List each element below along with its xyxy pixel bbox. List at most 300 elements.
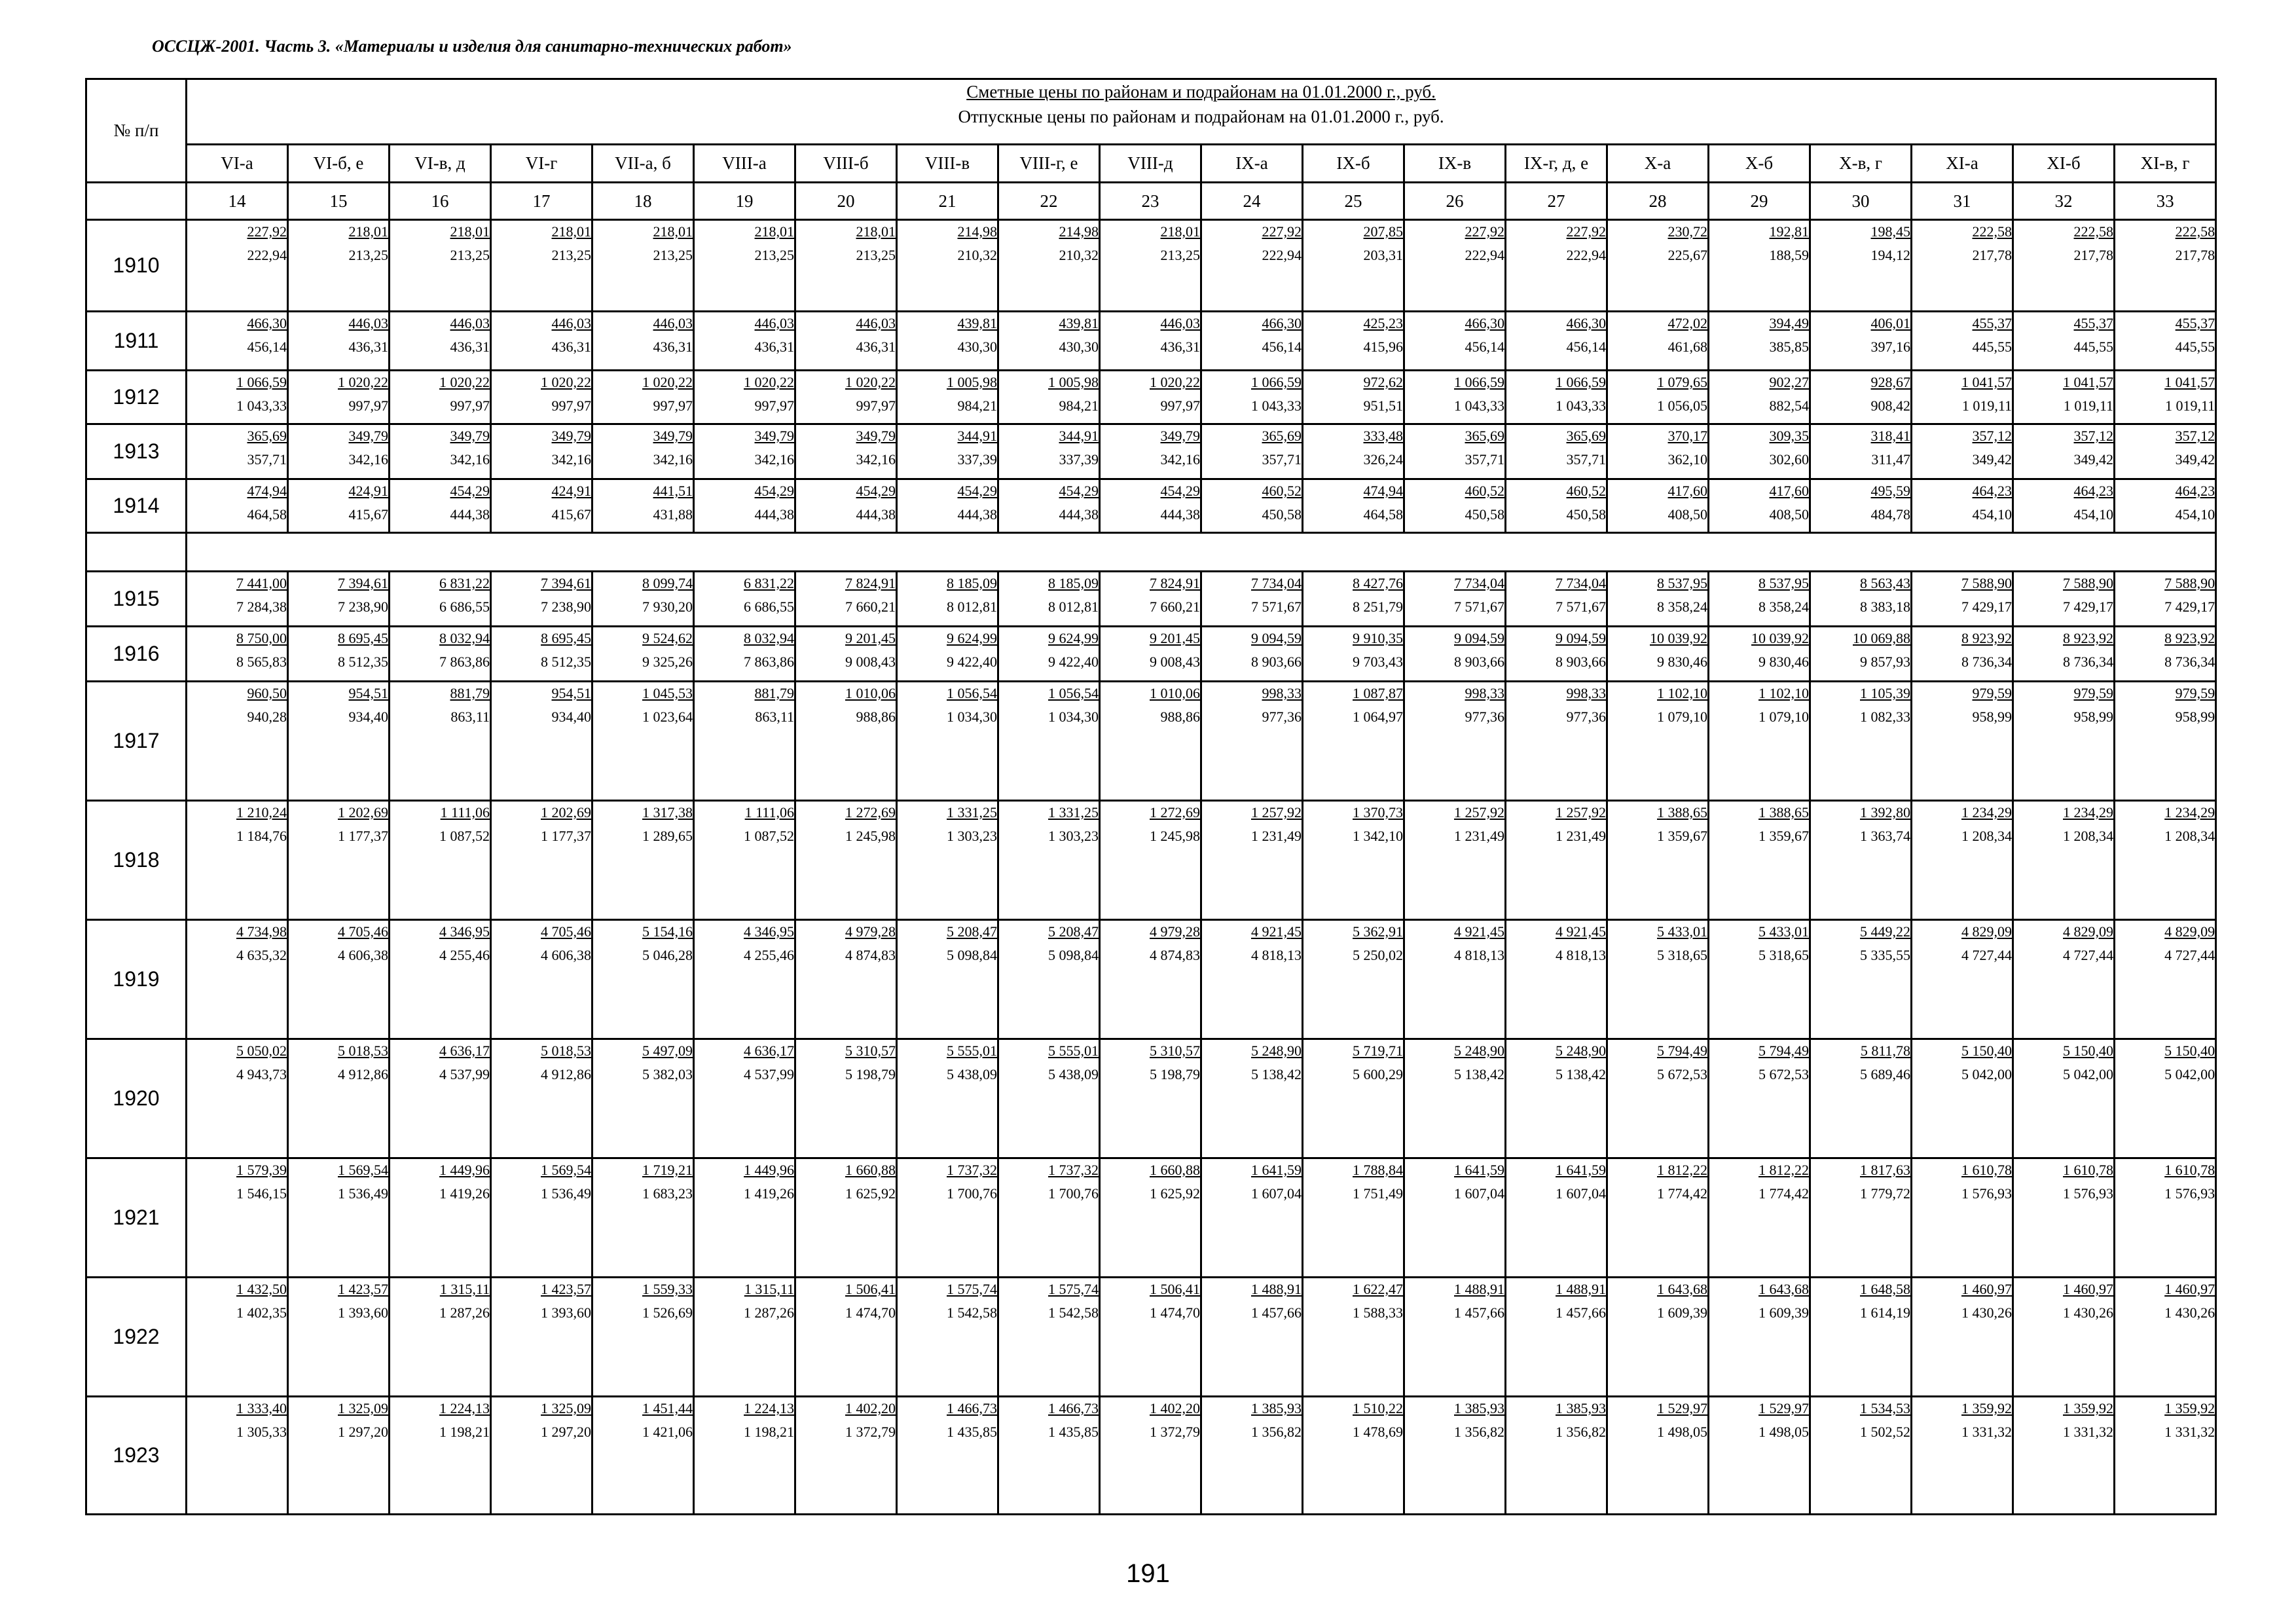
- release-price: 1 079,10: [1758, 709, 1809, 725]
- price-cell: [288, 312, 390, 371]
- price-cell: [1404, 572, 1506, 627]
- price-cell: [491, 627, 592, 682]
- price-cell: [1912, 312, 2013, 371]
- price-cell: [2115, 572, 2216, 627]
- release-price: 1 082,33: [1860, 709, 1910, 725]
- price-cell: [2013, 627, 2115, 682]
- estimate-price: 1 648,58: [1860, 1281, 1910, 1297]
- release-price: 8 736,34: [2063, 654, 2113, 670]
- release-price: 397,16: [1870, 339, 1910, 355]
- release-price: 1 609,39: [1758, 1304, 1809, 1321]
- price-cell: [592, 424, 694, 479]
- price-cell: [1709, 1039, 1810, 1158]
- estimate-price: 454,29: [1160, 483, 1200, 499]
- price-cell: [897, 371, 998, 424]
- price-cell: [288, 682, 390, 801]
- price-cell: [795, 920, 897, 1039]
- price-cell: [288, 220, 390, 312]
- price-cell: [897, 479, 998, 533]
- estimate-price: 1 111,06: [440, 804, 490, 821]
- district-header: VIII-в: [897, 145, 998, 183]
- row-id: 1911: [86, 312, 187, 371]
- price-cell: [1100, 682, 1201, 801]
- district-header: VIII-г, е: [998, 145, 1100, 183]
- price-cell: [2013, 1278, 2115, 1397]
- price-cell: [1810, 1397, 1912, 1515]
- release-price: 1 297,20: [338, 1424, 388, 1440]
- estimate-price: 954,51: [348, 685, 388, 701]
- estimate-price: 1 575,74: [1048, 1281, 1099, 1297]
- estimate-price: 979,59: [2175, 685, 2215, 701]
- release-price: 456,14: [1566, 339, 1606, 355]
- release-price: 7 571,67: [1454, 599, 1504, 615]
- estimate-price: 4 829,09: [2164, 923, 2215, 940]
- price-cell: [1404, 371, 1506, 424]
- table-row: [86, 682, 2216, 801]
- price-cell: [390, 1158, 491, 1278]
- estimate-price: 424,91: [551, 483, 591, 499]
- estimate-price: 466,30: [247, 315, 287, 331]
- release-price: 1 023,64: [642, 709, 693, 725]
- release-price: 385,85: [1769, 339, 1809, 355]
- estimate-price: 1 449,96: [744, 1162, 794, 1178]
- estimate-price: 333,48: [1363, 428, 1403, 444]
- price-cell: [1607, 479, 1709, 533]
- estimate-price: 1 719,21: [642, 1162, 693, 1178]
- price-cell: [491, 1278, 592, 1397]
- release-price: 1 614,19: [1860, 1304, 1910, 1321]
- price-cell: [2013, 1397, 2115, 1515]
- estimate-price: 7 588,90: [1961, 575, 2012, 591]
- release-price: 5 318,65: [1657, 947, 1707, 963]
- estimate-price: 5 154,16: [642, 923, 693, 940]
- release-price: 436,31: [551, 339, 591, 355]
- price-cell: [1404, 1278, 1506, 1397]
- estimate-price: 960,50: [247, 685, 287, 701]
- release-price: 445,55: [2175, 339, 2215, 355]
- release-price: 9 857,93: [1860, 654, 1910, 670]
- estimate-price: 439,81: [1059, 315, 1099, 331]
- price-cell: [1506, 1158, 1607, 1278]
- estimate-price: 5 555,01: [947, 1043, 997, 1059]
- estimate-price: 1 005,98: [947, 374, 997, 390]
- estimate-price: 4 979,28: [845, 923, 896, 940]
- release-price: 1 043,33: [1251, 397, 1302, 414]
- price-cell: [187, 424, 288, 479]
- price-cell: [2013, 424, 2115, 479]
- price-cell: [694, 1039, 795, 1158]
- estimate-price: 972,62: [1363, 374, 1403, 390]
- table-row: [86, 312, 2216, 371]
- release-price: 1 245,98: [845, 828, 896, 844]
- release-price: 1 064,97: [1353, 709, 1403, 725]
- estimate-price: 998,33: [1262, 685, 1302, 701]
- release-price: 6 686,55: [744, 599, 794, 615]
- estimate-price: 460,52: [1465, 483, 1504, 499]
- price-cell: [795, 371, 897, 424]
- district-header: IX-в: [1404, 145, 1506, 183]
- estimate-price: 1 660,88: [845, 1162, 896, 1178]
- column-number: 28: [1607, 183, 1709, 220]
- estimate-price: 1 610,78: [2164, 1162, 2215, 1178]
- estimate-price: 455,37: [1972, 315, 2012, 331]
- price-cell: [1404, 424, 1506, 479]
- price-cell: [1810, 572, 1912, 627]
- table-row: [86, 1039, 2216, 1158]
- estimate-price: 7 734,04: [1251, 575, 1302, 591]
- estimate-price: 1 257,92: [1454, 804, 1504, 821]
- release-price: 8 903,66: [1251, 654, 1302, 670]
- estimate-price: 7 394,61: [338, 575, 388, 591]
- estimate-price: 1 579,39: [236, 1162, 287, 1178]
- price-cell: [187, 1039, 288, 1158]
- release-price: 1 359,67: [1758, 828, 1809, 844]
- price-cell: [2115, 1158, 2216, 1278]
- estimate-price: 1 005,98: [1048, 374, 1099, 390]
- price-cell: [187, 312, 288, 371]
- price-cell: [1201, 220, 1303, 312]
- release-price: 9 830,46: [1657, 654, 1707, 670]
- estimate-price: 218,01: [450, 223, 490, 240]
- price-cell: [1404, 479, 1506, 533]
- price-cell: [1201, 1039, 1303, 1158]
- price-cell: [2013, 801, 2115, 920]
- estimate-price: 5 248,90: [1251, 1043, 1302, 1059]
- price-cell: [1607, 1039, 1709, 1158]
- release-price: 4 818,13: [1251, 947, 1302, 963]
- estimate-price: 5 208,47: [1048, 923, 1099, 940]
- estimate-price: 1 315,11: [439, 1281, 490, 1297]
- estimate-price: 1 325,09: [541, 1400, 591, 1416]
- release-price: 6 686,55: [439, 599, 490, 615]
- price-cell: [897, 1278, 998, 1397]
- price-cell: [1607, 1397, 1709, 1515]
- price-cell: [998, 479, 1100, 533]
- estimate-price: 1 210,24: [236, 804, 287, 821]
- price-cell: [1201, 1158, 1303, 1278]
- release-price: 908,42: [1870, 397, 1910, 414]
- release-price: 1 019,11: [2063, 397, 2113, 414]
- price-cell: [288, 1278, 390, 1397]
- estimate-price: 198,45: [1870, 223, 1910, 240]
- price-cell: [1100, 424, 1201, 479]
- release-price: 213,25: [450, 247, 490, 263]
- release-price: 1 457,66: [1454, 1304, 1504, 1321]
- release-price: 4 727,44: [2164, 947, 2215, 963]
- price-cell: [998, 1278, 1100, 1397]
- release-price: 1 043,33: [236, 397, 287, 414]
- release-price: 1 372,79: [1150, 1424, 1200, 1440]
- release-price: 8 358,24: [1758, 599, 1809, 615]
- estimate-price: 1 423,57: [541, 1281, 591, 1297]
- price-cell: [897, 682, 998, 801]
- price-cell: [1912, 371, 2013, 424]
- estimate-price: 344,91: [957, 428, 997, 444]
- estimate-price: 1 102,10: [1657, 685, 1707, 701]
- release-price: 1 430,26: [1961, 1304, 2012, 1321]
- row-id: 1918: [86, 801, 187, 920]
- release-price: 444,38: [1160, 506, 1200, 523]
- price-cell: [795, 312, 897, 371]
- release-price: 213,25: [856, 247, 896, 263]
- estimate-price: 5 310,57: [1150, 1043, 1200, 1059]
- estimate-price: 1 257,92: [1556, 804, 1606, 821]
- price-cell: [390, 1039, 491, 1158]
- estimate-price: 1 041,57: [2063, 374, 2113, 390]
- estimate-price: 5 794,49: [1758, 1043, 1809, 1059]
- price-cell: [592, 371, 694, 424]
- estimate-price: 4 734,98: [236, 923, 287, 940]
- estimate-price: 7 588,90: [2063, 575, 2113, 591]
- release-price: 1 019,11: [2164, 397, 2215, 414]
- estimate-price: 1 510,22: [1353, 1400, 1403, 1416]
- release-price: 4 606,38: [541, 947, 591, 963]
- price-cell: [1100, 627, 1201, 682]
- release-price: 863,11: [755, 709, 794, 725]
- estimate-price: 1 392,80: [1860, 804, 1910, 821]
- price-cell: [795, 1397, 897, 1515]
- release-price: 882,54: [1769, 397, 1809, 414]
- price-cell: [1303, 424, 1404, 479]
- release-price: 415,96: [1363, 339, 1403, 355]
- district-header: XI-в, г: [2115, 145, 2216, 183]
- estimate-price: 446,03: [653, 315, 693, 331]
- price-cell: [1404, 312, 1506, 371]
- price-cell: [390, 424, 491, 479]
- release-price: 1 576,93: [1961, 1185, 2012, 1202]
- price-cell: [2115, 920, 2216, 1039]
- price-cell: [2013, 220, 2115, 312]
- row-id: 1915: [86, 572, 187, 627]
- release-price: 977,36: [1262, 709, 1302, 725]
- price-cell: [288, 801, 390, 920]
- price-cell: [897, 220, 998, 312]
- estimate-price: 1 812,22: [1758, 1162, 1809, 1178]
- estimate-price: 1 402,20: [1150, 1400, 1200, 1416]
- district-header: X-в, г: [1810, 145, 1912, 183]
- price-cell: [897, 1397, 998, 1515]
- estimate-price: 9 201,45: [845, 630, 896, 646]
- estimate-price: 1 317,38: [642, 804, 693, 821]
- release-price: 7 284,38: [236, 599, 287, 615]
- price-cell: [187, 220, 288, 312]
- release-price: 1 607,04: [1454, 1185, 1504, 1202]
- separator-cell: [187, 533, 2216, 572]
- price-cell: [1607, 627, 1709, 682]
- release-price: 217,78: [2175, 247, 2215, 263]
- row-id: 1910: [86, 220, 187, 312]
- price-cell: [288, 371, 390, 424]
- release-price: 4 727,44: [2063, 947, 2113, 963]
- release-price: 977,36: [1566, 709, 1606, 725]
- estimate-price: 1 224,13: [439, 1400, 490, 1416]
- estimate-price: 9 201,45: [1150, 630, 1200, 646]
- district-header: VI-а: [187, 145, 288, 183]
- price-cell: [1912, 920, 2013, 1039]
- price-cell: [390, 1278, 491, 1397]
- release-price: 1 297,20: [541, 1424, 591, 1440]
- estimate-price: 5 248,90: [1556, 1043, 1606, 1059]
- estimate-price: 446,03: [856, 315, 896, 331]
- price-cell: [592, 479, 694, 533]
- release-price: 210,32: [1059, 247, 1099, 263]
- estimate-price: 1 056,54: [1048, 685, 1099, 701]
- release-price: 958,99: [2175, 709, 2215, 725]
- price-cell: [288, 627, 390, 682]
- release-price: 1 402,35: [236, 1304, 287, 1321]
- estimate-price: 7 588,90: [2164, 575, 2215, 591]
- estimate-price: 8 563,43: [1860, 575, 1910, 591]
- release-price: 5 046,28: [642, 947, 693, 963]
- table-row: [86, 371, 2216, 424]
- estimate-price: 218,01: [551, 223, 591, 240]
- release-price: 1 430,26: [2164, 1304, 2215, 1321]
- district-header: IX-г, д, е: [1506, 145, 1607, 183]
- price-cell: [694, 1278, 795, 1397]
- estimate-price: 1 066,59: [1251, 374, 1302, 390]
- release-price: 450,58: [1262, 506, 1302, 523]
- release-price: 1 331,32: [2063, 1424, 2113, 1440]
- price-cell: [491, 920, 592, 1039]
- price-cell: [592, 627, 694, 682]
- estimate-price: 4 705,46: [541, 923, 591, 940]
- price-cell: [1201, 312, 1303, 371]
- estimate-price: 222,58: [2175, 223, 2215, 240]
- estimate-price: 365,69: [1566, 428, 1606, 444]
- estimate-price: 349,79: [450, 428, 490, 444]
- release-price: 9 325,26: [642, 654, 693, 670]
- price-cell: [694, 572, 795, 627]
- price-cell: [1100, 1397, 1201, 1515]
- estimate-price: 1 087,87: [1353, 685, 1403, 701]
- release-price: 8 903,66: [1454, 654, 1504, 670]
- price-cell: [795, 424, 897, 479]
- release-price: 444,38: [450, 506, 490, 523]
- release-price: 9 008,43: [845, 654, 896, 670]
- price-cell: [1100, 1039, 1201, 1158]
- release-price: 444,38: [856, 506, 896, 523]
- release-price: 408,50: [1769, 506, 1809, 523]
- release-price: 8 012,81: [1048, 599, 1099, 615]
- estimate-price: 1 020,22: [439, 374, 490, 390]
- release-price: 222,94: [247, 247, 287, 263]
- estimate-price: 1 079,65: [1657, 374, 1707, 390]
- estimate-price: 1 020,22: [744, 374, 794, 390]
- release-price: 217,78: [2073, 247, 2113, 263]
- column-number: 21: [897, 183, 998, 220]
- release-price: 1 419,26: [744, 1185, 794, 1202]
- column-number: 18: [592, 183, 694, 220]
- estimate-price: 1 020,22: [845, 374, 896, 390]
- estimate-price: 218,01: [348, 223, 388, 240]
- release-price: 1 359,67: [1657, 828, 1707, 844]
- price-cell: [187, 1278, 288, 1397]
- price-cell: [2013, 682, 2115, 801]
- price-cell: [1303, 572, 1404, 627]
- price-cell: [592, 920, 694, 1039]
- release-price: 1 356,82: [1454, 1424, 1504, 1440]
- release-price: 431,88: [653, 506, 693, 523]
- column-number-row: [86, 183, 2216, 220]
- release-price: 4 874,83: [845, 947, 896, 963]
- estimate-price: 1 622,47: [1353, 1281, 1403, 1297]
- release-price: 8 012,81: [947, 599, 997, 615]
- estimate-price: 1 534,53: [1860, 1400, 1910, 1416]
- estimate-price: 1 610,78: [2063, 1162, 2113, 1178]
- release-price: 5 138,42: [1454, 1066, 1504, 1082]
- release-price: 337,39: [1059, 451, 1099, 468]
- price-cell: [795, 627, 897, 682]
- price-cell: [1912, 801, 2013, 920]
- release-price: 5 438,09: [947, 1066, 997, 1082]
- price-cell: [390, 371, 491, 424]
- price-cell: [1201, 572, 1303, 627]
- release-price: 7 660,21: [845, 599, 896, 615]
- release-price: 194,12: [1870, 247, 1910, 263]
- estimate-price: 227,92: [1566, 223, 1606, 240]
- price-cell: [1303, 1397, 1404, 1515]
- estimate-price: 979,59: [1972, 685, 2012, 701]
- estimate-price: 1 020,22: [541, 374, 591, 390]
- price-cell: [1709, 801, 1810, 920]
- estimate-price: 7 824,91: [845, 575, 896, 591]
- price-cell: [390, 1397, 491, 1515]
- estimate-price: 394,49: [1769, 315, 1809, 331]
- price-cell: [1303, 627, 1404, 682]
- price-cell: [187, 682, 288, 801]
- price-cell: [1201, 371, 1303, 424]
- price-cell: [1201, 920, 1303, 1039]
- estimate-price: 222,58: [2073, 223, 2113, 240]
- estimate-price: 214,98: [957, 223, 997, 240]
- price-cell: [2013, 1158, 2115, 1278]
- estimate-price: 1 641,59: [1556, 1162, 1606, 1178]
- price-cell: [1506, 572, 1607, 627]
- price-cell: [491, 424, 592, 479]
- price-cell: [2115, 479, 2216, 533]
- price-cell: [1506, 1278, 1607, 1397]
- release-price: 1 457,66: [1251, 1304, 1302, 1321]
- release-price: 225,67: [1667, 247, 1707, 263]
- estimate-price: 4 921,45: [1556, 923, 1606, 940]
- column-number: 19: [694, 183, 795, 220]
- release-price: 1 576,93: [2164, 1185, 2215, 1202]
- estimate-price: 349,79: [856, 428, 896, 444]
- release-price: 1 331,32: [1961, 1424, 2012, 1440]
- release-price: 1 231,49: [1556, 828, 1606, 844]
- release-price: 1 536,49: [541, 1185, 591, 1202]
- estimate-price: 1 359,92: [2164, 1400, 2215, 1416]
- district-header: X-б: [1709, 145, 1810, 183]
- estimate-price: 1 020,22: [1150, 374, 1200, 390]
- release-price: 934,40: [348, 709, 388, 725]
- price-cell: [897, 424, 998, 479]
- price-cell: [390, 572, 491, 627]
- estimate-price: 424,91: [348, 483, 388, 499]
- estimate-price: 881,79: [450, 685, 490, 701]
- estimate-price: 9 524,62: [642, 630, 693, 646]
- release-price: 8 736,34: [1961, 654, 2012, 670]
- estimate-price: 1 402,20: [845, 1400, 896, 1416]
- price-table: [85, 78, 2217, 1515]
- release-price: 5 042,00: [2164, 1066, 2215, 1082]
- estimate-price: 446,03: [551, 315, 591, 331]
- estimate-price-title: Сметные цены по районам и подрайонам на 01.01.2000 г., руб.: [966, 82, 1436, 101]
- price-cell: [998, 1397, 1100, 1515]
- estimate-price: 1 466,73: [1048, 1400, 1099, 1416]
- estimate-price: 8 923,92: [2164, 630, 2215, 646]
- price-cell: [1404, 220, 1506, 312]
